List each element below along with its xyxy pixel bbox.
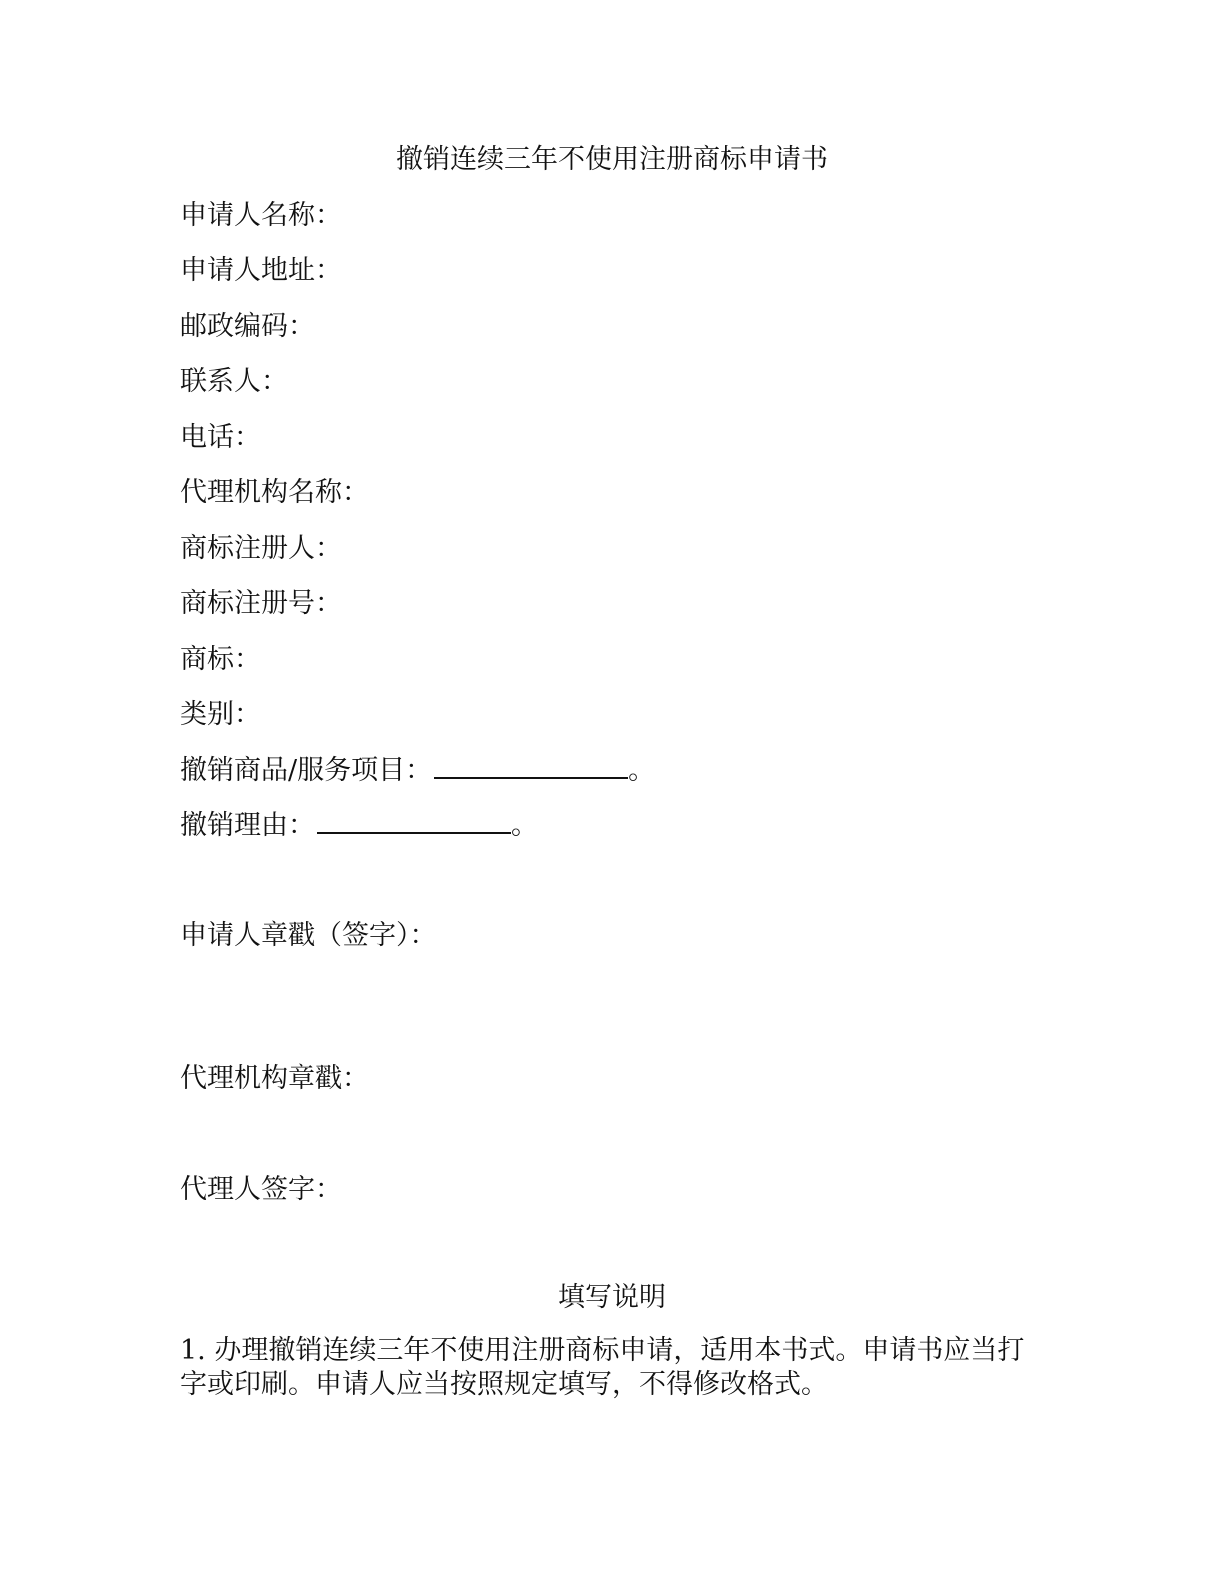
- agency-seal-line: 代理机构章戳：: [180, 1063, 369, 1094]
- field-trademark-registrant: 商标注册人：: [180, 533, 342, 564]
- field-applicant-address: 申请人地址：: [180, 255, 342, 286]
- field-trademark: 商标：: [180, 644, 261, 675]
- field-contact-person: 联系人：: [180, 366, 288, 397]
- applicant-seal-line: 申请人章戳（签字）：: [180, 920, 437, 951]
- revocation-reason-blank-line: [317, 808, 511, 834]
- field-agency-name: 代理机构名称：: [180, 477, 369, 508]
- field-revocation-reason-row: [180, 806, 538, 846]
- period-mark: 。: [628, 755, 656, 786]
- document-title: 撤销连续三年不使用注册商标申请书: [396, 144, 828, 175]
- field-revoked-goods-services-row: [180, 751, 655, 791]
- instructions-heading: 填写说明: [558, 1282, 666, 1313]
- field-revocation-reason-label: 撤销理由：: [180, 810, 315, 841]
- agent-signature-line: 代理人签字：: [180, 1174, 342, 1205]
- period-mark: 。: [511, 810, 538, 841]
- field-phone: 电话：: [180, 422, 261, 453]
- revoked-goods-services-blank-line: [434, 753, 628, 779]
- instruction-item: 1. 办理撤销连续三年不使用注册商标申请，适用本书式。申请书应当打字或印刷。申请人应当按照规定填写，不得修改格式。: [180, 1335, 1025, 1400]
- field-applicant-name: 申请人名称：: [180, 200, 342, 231]
- field-postal-code: 邮政编码：: [180, 311, 315, 342]
- field-trademark-registration-no: 商标注册号：: [180, 588, 342, 619]
- field-category: 类别：: [180, 699, 261, 730]
- field-revoked-goods-services-label: 撤销商品/服务项目：: [180, 755, 433, 786]
